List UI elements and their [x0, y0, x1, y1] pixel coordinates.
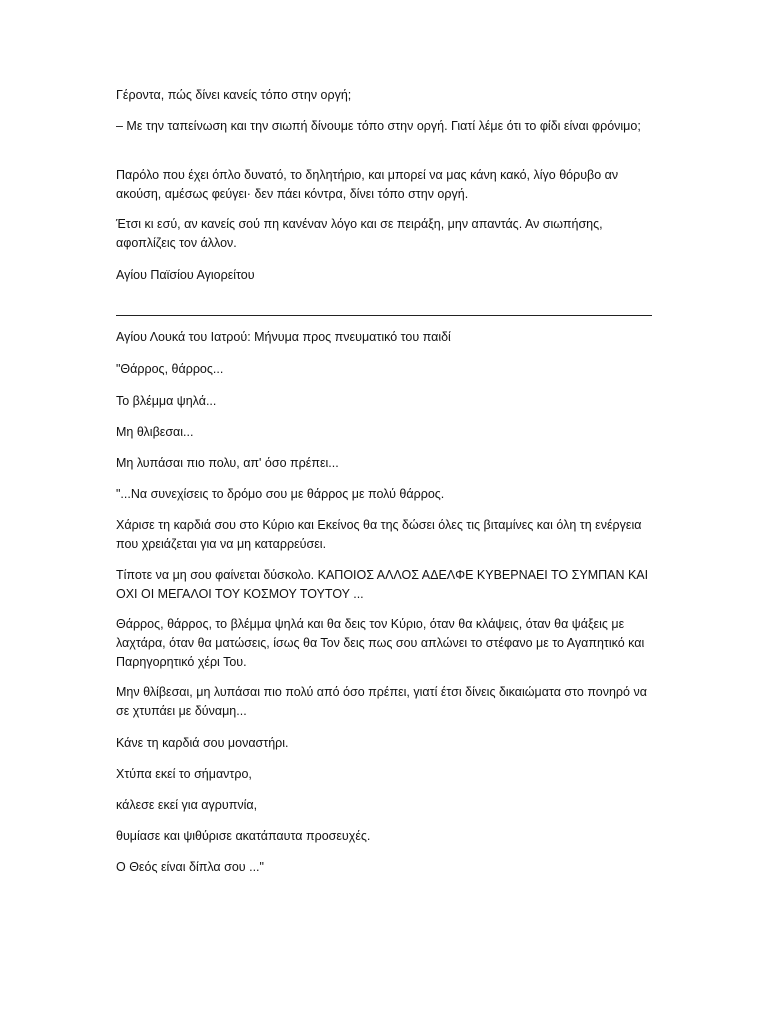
answer-paragraph: – Με την ταπείνωση και την σιωπή δίνουμε τόπο στην οργή. Γιατί λέμε ότι το φίδι είναι φρόνιμο; — [116, 119, 641, 133]
message-paragraph: Τίποτε να μη σου φαίνεται δύσκολο. ΚΑΠΟΙΟΣ ΑΛΛΟΣ ΑΔΕΛΦΕ ΚΥΒΕΡΝΑΕΙ ΤΟ ΣΥΜΠΑΝ ΚΑΙ ΟΧΙ ΟΙ ΜΕΓΑΛΟΙ ΤΟΥ ΚΟΣΜΟΥ ΤΟΥΤΟΥ ... — [116, 568, 649, 601]
message-line: "Θάρρος, θάρρος... — [116, 362, 224, 376]
horizontal-divider — [116, 315, 652, 316]
message-paragraph: Θάρρος, θάρρος, το βλέμμα ψηλά και θα δεις τον Κύριο, όταν θα κλάψεις, όταν θα ψάξεις με λαχτάρα, όταν θα ματώσεις, ίσως θα Τον δεις πως σου απλώνει το στέφανο με το Αγαπητικό και Παρηγορητικό χέρι Του. — [116, 617, 645, 669]
message-line: θυμίασε και ψιθύρισε ακατάπαυτα προσευχές. — [116, 829, 371, 843]
message-line: Το βλέμμα ψηλά... — [116, 394, 217, 408]
advice-paragraph: Έτσι κι εσύ, αν κανείς σού πη κανέναν λόγο και σε πειράξη, μην απαντάς. Αν σιωπήσης, αφοπλίζεις τον άλλον. — [116, 217, 603, 250]
snake-paragraph: Παρόλο που έχει όπλο δυνατό, το δηλητήριο, και μπορεί να μας κάνη κακό, λίγο θόρυβο αν ακούση, αμέσως φεύγει· δεν πάει κόντρα, δίνει τόπο στην οργή. — [116, 168, 619, 201]
message-paragraph: Χάρισε τη καρδιά σου στο Κύριο και Εκείνος θα της δώσει όλες τις βιταμίνες και όλη τη ενέργεια που χρειάζεται για να μη καταρρεύσει. — [116, 518, 642, 551]
message-line: Ο Θεός είναι δίπλα σου ..." — [116, 860, 264, 874]
question-paragraph: Γέροντα, πώς δίνει κανείς τόπο στην οργή; — [116, 88, 352, 102]
section-heading: Αγίου Λουκά του Ιατρού: Μήνυμα προς πνευματικό του παιδί — [116, 330, 451, 344]
message-paragraph: Μην θλίβεσαι, μη λυπάσαι πιο πολύ από όσο πρέπει, γιατί έτσι δίνεις δικαιώματα στο πονηρό να σε χτυπάει με δύναμη... — [116, 685, 647, 718]
message-line: Χτύπα εκεί το σήμαντρο, — [116, 767, 252, 781]
message-line: "...Να συνεχίσεις το δρόμο σου με θάρρος με πολύ θάρρος. — [116, 487, 445, 501]
attribution-text: Αγίου Παϊσίου Αγιορείτου — [116, 268, 255, 282]
message-line: Μη θλιβεσαι... — [116, 425, 194, 439]
message-line: Κάνε τη καρδιά σου μοναστήρι. — [116, 736, 289, 750]
message-line: κάλεσε εκεί για αγρυπνία, — [116, 798, 258, 812]
message-line: Μη λυπάσαι πιο πολυ, απ' όσο πρέπει... — [116, 456, 339, 470]
